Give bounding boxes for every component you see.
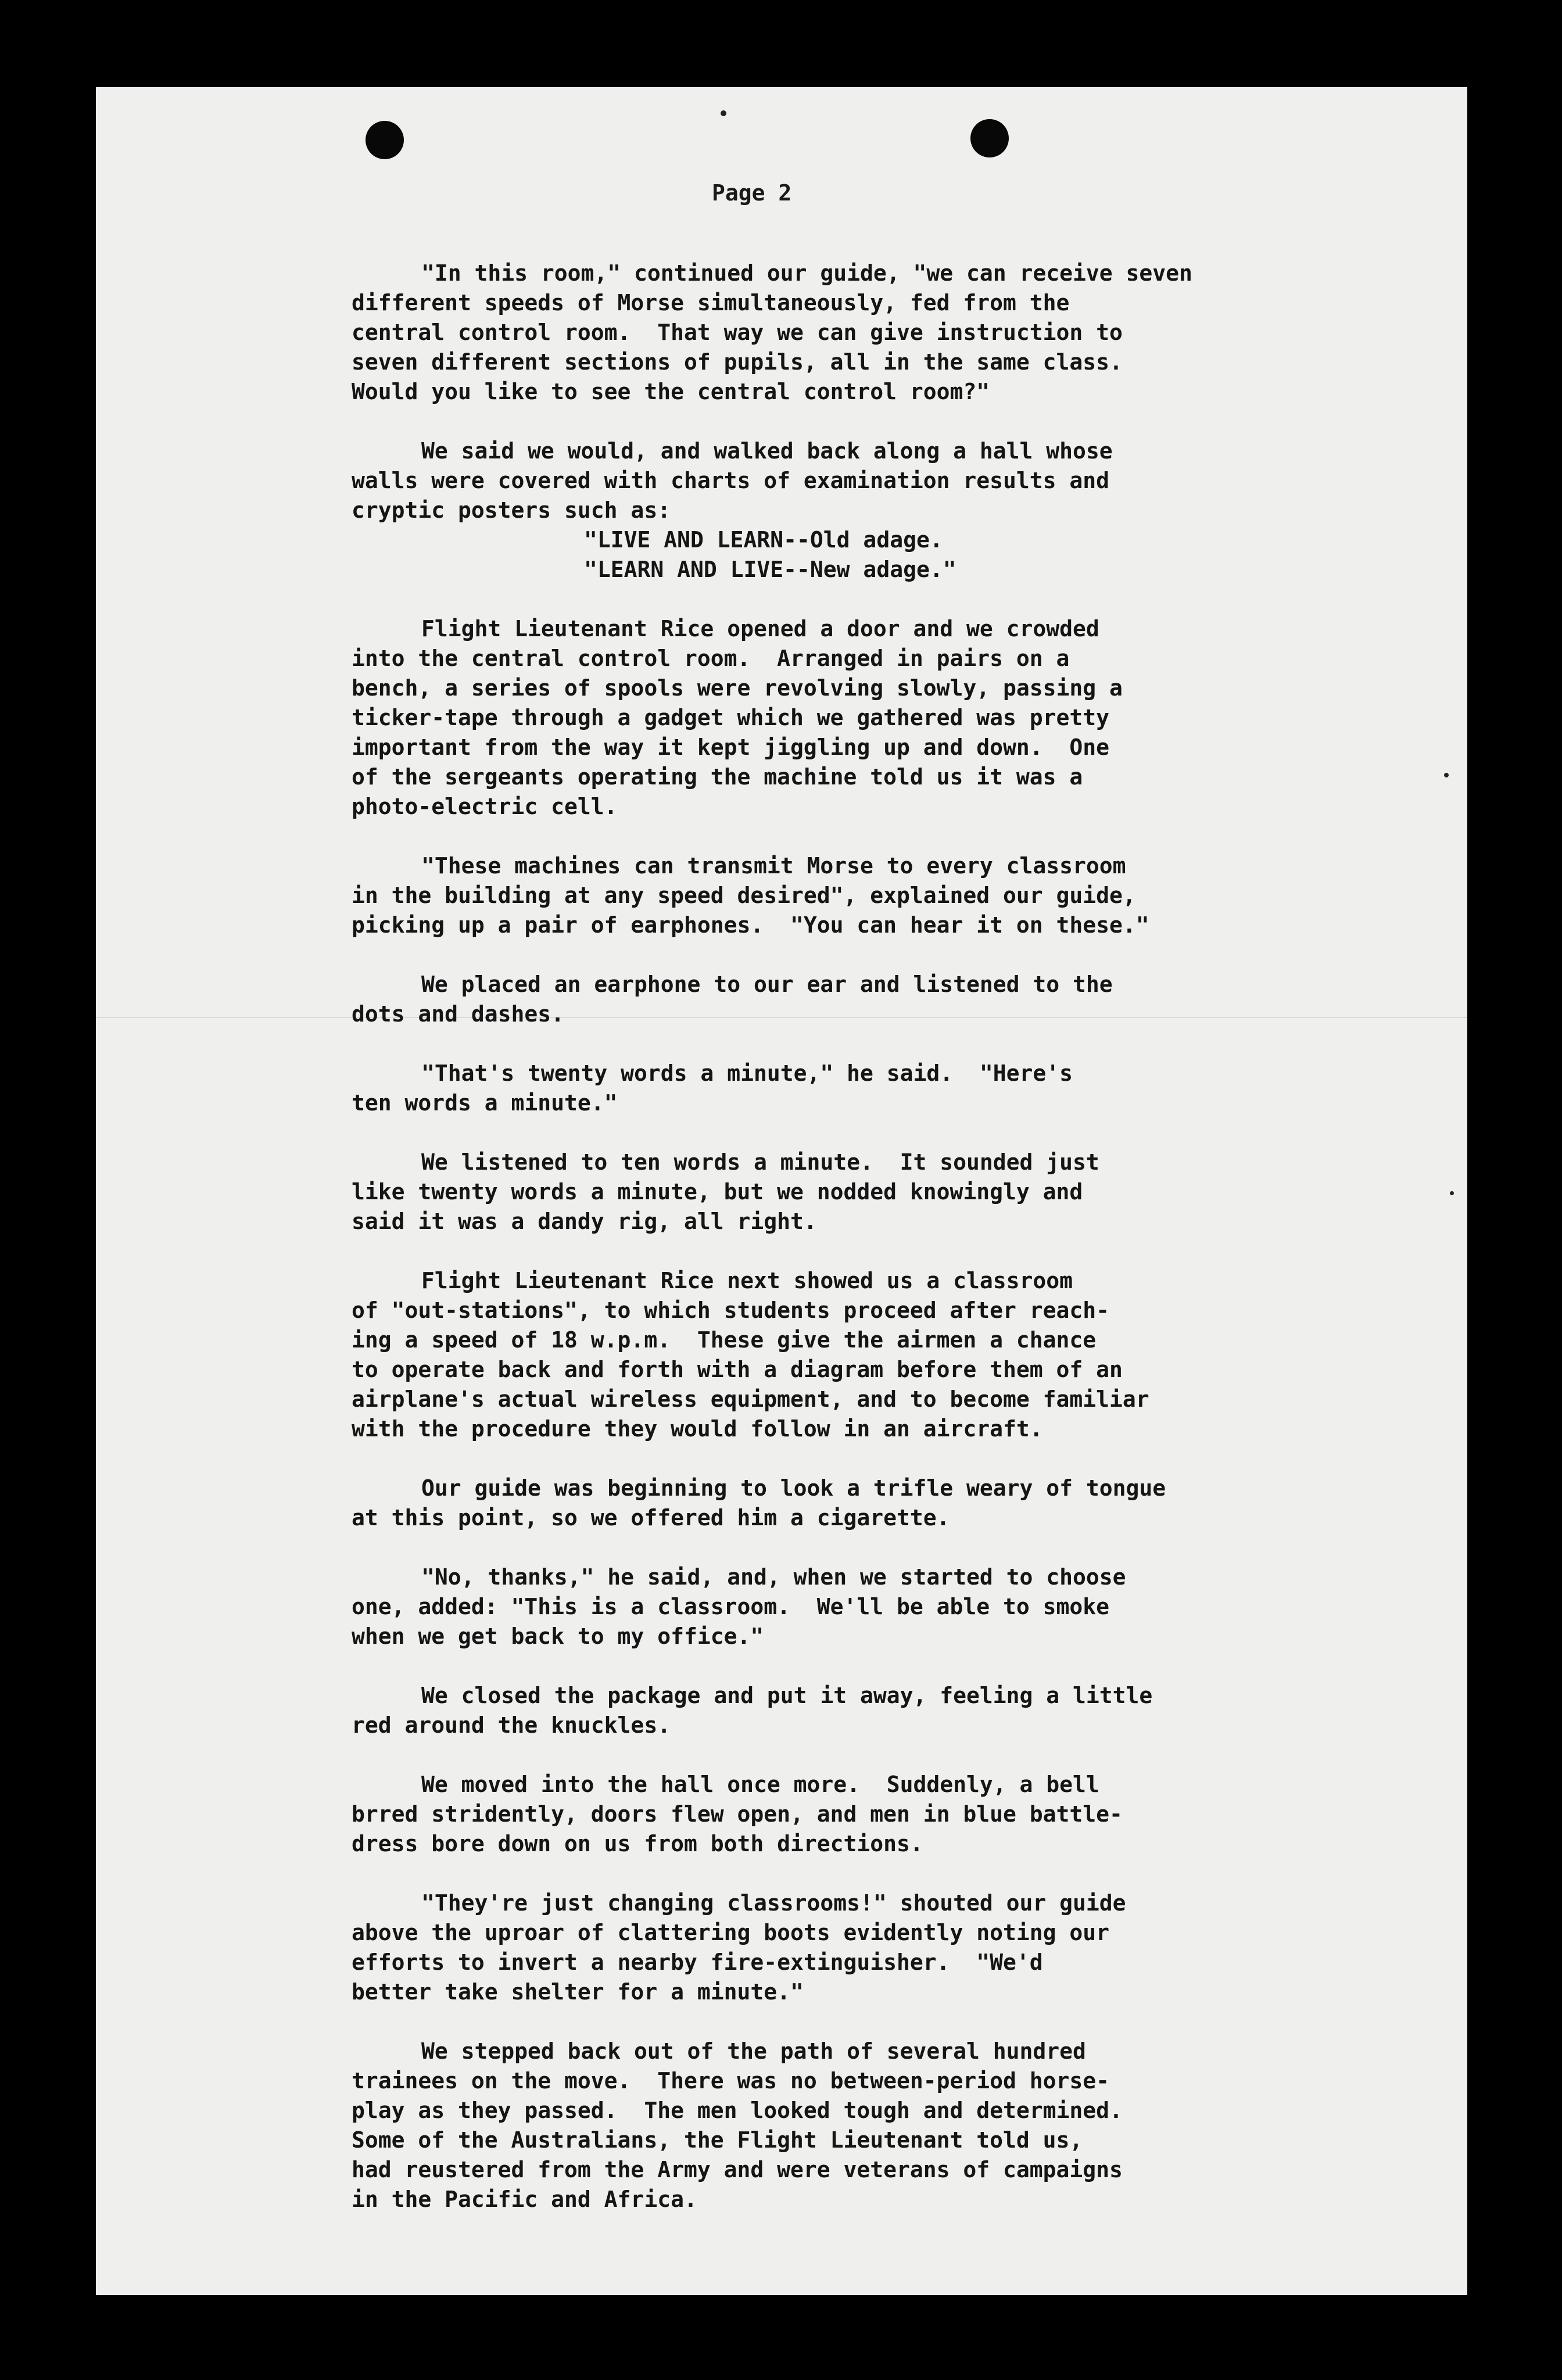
paragraph: [352, 1266, 1351, 1444]
paragraph: [352, 2037, 1351, 2214]
text-line: in the building at any speed desired", explained our guide,: [352, 883, 1136, 908]
text-line: Our guide was beginning to look a trifle weary of tongue: [421, 1475, 1166, 1501]
text-line: We closed the package and put it away, feeling a little: [421, 1683, 1153, 1708]
paragraph: [352, 259, 1351, 407]
text-line: Some of the Australians, the Flight Lieutenant told us,: [352, 2127, 1083, 2153]
text-line: said it was a dandy rig, all right.: [352, 1209, 817, 1234]
page-number: Page 2: [712, 180, 792, 206]
text-line: brred stridently, doors flew open, and men in blue battle-: [352, 1801, 1123, 1827]
paragraph: [352, 970, 1351, 1029]
text-line: We said we would, and walked back along a hall whose: [421, 438, 1113, 464]
speck: [721, 110, 726, 116]
paragraph: [352, 1562, 1351, 1651]
poster-line: "LEARN AND LIVE--New adage.": [584, 557, 956, 582]
text-line: ticker-tape through a gadget which we gathered was pretty: [352, 705, 1110, 730]
text-line: bench, a series of spools were revolving slowly, passing a: [352, 675, 1123, 701]
text-line: different speeds of Morse simultaneously, fed from the: [352, 290, 1070, 316]
text-line: to operate back and forth with a diagram before them of an: [352, 1357, 1123, 1382]
text-line: Flight Lieutenant Rice next showed us a classroom: [421, 1268, 1073, 1293]
text-line: "These machines can transmit Morse to every classroom: [421, 853, 1126, 879]
text-line: We stepped back out of the path of several hundred: [421, 2038, 1086, 2064]
body-text: [352, 259, 1351, 2244]
text-line: Flight Lieutenant Rice opened a door and we crowded: [421, 616, 1099, 641]
text-line: We placed an earphone to our ear and listened to the: [421, 972, 1113, 997]
text-line: one, added: "This is a classroom. We'll be able to smoke: [352, 1594, 1110, 1619]
document-page: [96, 87, 1467, 2295]
paragraph: [352, 614, 1351, 822]
text-line: better take shelter for a minute.": [352, 1979, 804, 2005]
text-line: We moved into the hall once more. Suddenly, a bell: [421, 1772, 1099, 1797]
text-line: picking up a pair of earphones. "You can hear it on these.": [352, 912, 1149, 938]
paragraph: [352, 1474, 1351, 1533]
speck: [1444, 773, 1449, 777]
text-line: Would you like to see the central control room?": [352, 379, 990, 404]
text-line: in the Pacific and Africa.: [352, 2187, 697, 2212]
text-line: of "out-stations", to which students proceed after reach-: [352, 1297, 1110, 1323]
text-line: ing a speed of 18 w.p.m. These give the airmen a chance: [352, 1327, 1097, 1353]
text-line: like twenty words a minute, but we nodded knowingly and: [352, 1179, 1083, 1205]
text-line: central control room. That way we can give instruction to: [352, 320, 1123, 345]
poster-line: "LIVE AND LEARN--Old adage.: [584, 527, 943, 553]
paragraph: [352, 1888, 1351, 2007]
text-line: photo-electric cell.: [352, 794, 618, 819]
text-line: with the procedure they would follow in an aircraft.: [352, 1416, 1043, 1442]
text-line: had reustered from the Army and were veterans of campaigns: [352, 2157, 1123, 2182]
text-line: "That's twenty words a minute," he said. "Here's: [421, 1060, 1073, 1086]
text-line: walls were covered with charts of examination results and: [352, 468, 1110, 493]
paragraph: [352, 851, 1351, 940]
text-line: red around the knuckles.: [352, 1712, 671, 1738]
punch-hole-right: [970, 119, 1009, 157]
text-line: above the uproar of clattering boots evidently noting our: [352, 1920, 1110, 1945]
text-line: "No, thanks," he said, and, when we started to choose: [421, 1564, 1126, 1590]
text-line: "In this room," continued our guide, "we can receive seven: [421, 260, 1192, 286]
text-line: efforts to invert a nearby fire-extinguisher. "We'd: [352, 1949, 1043, 1975]
text-line: airplane's actual wireless equipment, and to become familiar: [352, 1386, 1149, 1412]
speck: [1450, 1191, 1454, 1195]
paragraph: [352, 1148, 1351, 1236]
text-line: trainees on the move. There was no between-period horse-: [352, 2068, 1110, 2094]
text-line: seven different sections of pupils, all in the same class.: [352, 349, 1123, 375]
text-line: important from the way it kept jiggling up and down. One: [352, 734, 1110, 760]
text-line: dress bore down on us from both directions.: [352, 1831, 923, 1856]
text-line: at this point, so we offered him a cigarette.: [352, 1505, 950, 1530]
text-line: when we get back to my office.": [352, 1623, 764, 1649]
text-line: dots and dashes.: [352, 1001, 565, 1027]
text-line: cryptic posters such as:: [352, 497, 671, 523]
text-line: of the sergeants operating the machine told us it was a: [352, 764, 1083, 790]
paragraph: [352, 436, 1351, 585]
text-line: into the central control room. Arranged in pairs on a: [352, 646, 1070, 671]
text-line: ten words a minute.": [352, 1090, 618, 1116]
text-line: We listened to ten words a minute. It sounded just: [421, 1149, 1099, 1175]
paragraph: [352, 1770, 1351, 1859]
paragraph: [352, 1059, 1351, 1118]
paragraph: [352, 1681, 1351, 1740]
text-line: play as they passed. The men looked tough and determined.: [352, 2098, 1123, 2123]
text-line: "They're just changing classrooms!" shouted our guide: [421, 1890, 1126, 1916]
punch-hole-left: [366, 121, 404, 159]
